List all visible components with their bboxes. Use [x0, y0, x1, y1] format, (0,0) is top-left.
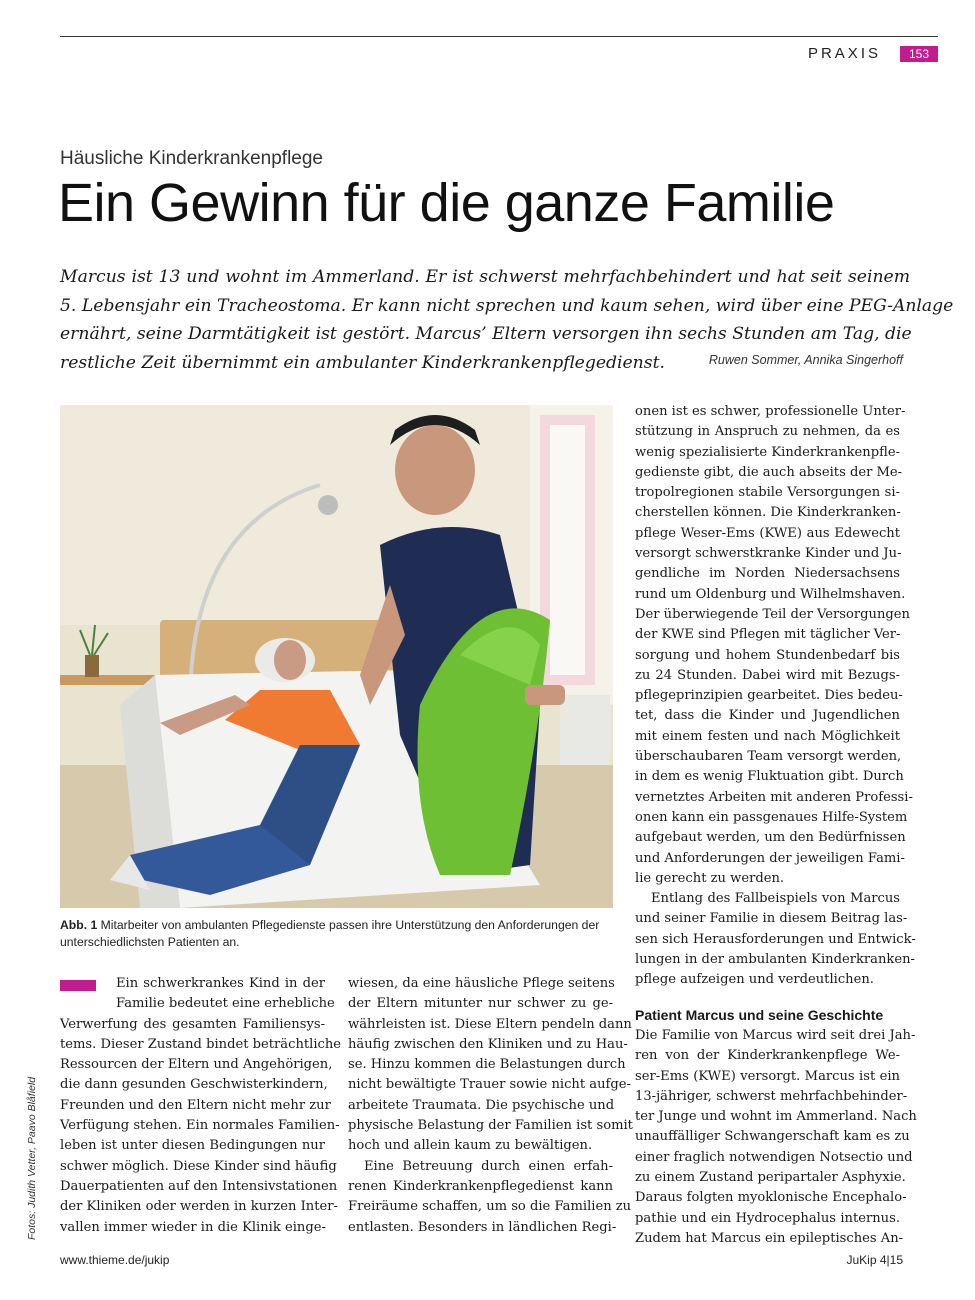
text-line: ter Junge und wohnt im Ammerland. Nach [635, 1109, 917, 1125]
figure-caption-text: Mitarbeiter von ambulanten Pflegedienste passen ihre Unterstützung den Anforderungen der unterschiedlichsten Patienten an. [60, 918, 600, 949]
text-line: versorgt schwerstkranke Kinder und Ju- [635, 546, 902, 562]
text-line: Die Familie von Marcus wird seit drei Jah- [635, 1027, 916, 1043]
text-line: die dann gesunden Geschwisterkindern, [60, 1077, 328, 1093]
text-line: und Anforderungen der jeweiligen Fami- [635, 850, 905, 866]
text-line: vernetztes Arbeiten mit anderen Professi- [635, 789, 913, 805]
text-line: Familie bedeutet eine erhebliche [116, 996, 335, 1012]
text-line: Dauerpatienten auf den Intensivstationen [60, 1178, 338, 1194]
column-3 [635, 402, 917, 1249]
footer-issue: JuKip 4|15 [846, 1253, 903, 1267]
photo-credit-text: Fotos: Judith Vetter, Paavo Blåfield [26, 1076, 38, 1240]
text-line: cherstellen können. Die Kinderkranken- [635, 505, 901, 521]
lead-line: restliche Zeit übernimmt ein ambulanter Kinderkrankenpflegedienst. [60, 352, 665, 373]
text-line: pflege aufzeigen und verdeutlichen. [635, 972, 874, 988]
text-line: stützung in Anspruch zu nehmen, da es [635, 424, 900, 440]
text-line: rund um Oldenburg und Wilhelmshaven. [635, 586, 906, 602]
text-line: arbeitete Traumata. Die psychische und [348, 1097, 615, 1113]
text-line: gendliche im Norden Niedersachsens [635, 566, 900, 582]
text-line: sen sich Herausforderungen und Entwick- [635, 931, 916, 947]
text-line: wiesen, da eine häusliche Pflege seitens [348, 976, 615, 991]
lead-line: ernährt, seine Darmtätigkeit ist gestört. Marcus’ Eltern versorgen ihn sechs Stunden am Tag, die [60, 324, 912, 344]
text-line: Freiräume schaffen, um so die Familien zu [348, 1199, 632, 1215]
text-line: Zudem hat Marcus ein epileptisches An- [635, 1230, 904, 1246]
text-line: überschaubaren Team versorgt werden, [635, 749, 902, 765]
text-line: der Eltern mitunter nur schwer zu ge- [348, 996, 613, 1012]
text-line: lie gerecht zu werden. [635, 870, 785, 886]
text-line: nicht bewältigte Trauer sowie nicht aufge- [348, 1077, 631, 1093]
spacer [635, 991, 900, 1005]
photo-illustration [60, 405, 613, 908]
subheading: Patient Marcus und seine Geschichte [635, 1006, 884, 1023]
kicker: Häusliche Kinderkrankenpflege [60, 148, 323, 169]
text-line: pflegeprinzipien gearbeitet. Dies bedeu- [635, 688, 903, 704]
text-line: zu 24 Stunden. Dabei wird mit Bezugs- [635, 667, 900, 683]
text-line: ser-Ems (KWE) versorgt. Marcus ist ein [635, 1068, 900, 1084]
column-1 [60, 974, 342, 1238]
text-line: unauffälliger Schwangerschaft kam es zu [635, 1129, 910, 1145]
authors: Ruwen Sommer, Annika Singerhoff [708, 353, 903, 367]
text-line: Ein schwerkrankes Kind in der [116, 976, 325, 991]
lead-line: Marcus ist 13 und wohnt im Ammerland. Er ist schwerst mehrfachbehindert und hat seit seinem [60, 267, 910, 287]
text-line: wenig spezialisierte Kinderkrankenpfle- [635, 444, 900, 460]
text-line: tropolregionen stabile Versorgungen si- [635, 485, 900, 501]
text-line: vallen immer wieder in die Klinik einge- [60, 1219, 326, 1235]
text-line: tems. Dieser Zustand bindet beträchtliche [60, 1036, 342, 1052]
text-line: mit einem festen und nach Möglichkeit [635, 728, 900, 744]
text-line: onen ist es schwer, professionelle Unter- [635, 404, 906, 419]
text-line: zu einem Zustand peripartaler Asphyxie. [635, 1169, 906, 1185]
text-line: pflege Weser-Ems (KWE) aus Edewecht [635, 525, 900, 541]
text-line: Freunden und den Eltern nicht mehr zur [60, 1097, 331, 1113]
page-number-badge: 153 [900, 46, 938, 62]
text-line: Ressourcen der Eltern und Angehörigen, [60, 1057, 333, 1073]
text-line: tet, dass die Kinder und Jugendlichen [635, 708, 900, 724]
text-line: pathie und ein Hydrocephalus internus. [635, 1210, 900, 1226]
text-line: ren von der Kinderkrankenpflege We- [635, 1048, 900, 1064]
text-line: onen kann ein passgenaues Hilfe-System [635, 809, 908, 825]
text-line: Verfügung stehen. Ein normales Familien- [60, 1118, 340, 1134]
text-line: aufgebaut werden, um den Bedürfnissen [635, 830, 906, 846]
text-line: entlasten. Besonders in ländlichen Regi- [348, 1219, 617, 1235]
text-line: in dem es wenig Fluktuation gibt. Durch [635, 769, 904, 785]
text-line: renen Kinderkrankenpflegedienst kann [348, 1178, 613, 1194]
text-line: Der überwiegende Teil der Versorgungen [635, 606, 910, 622]
footer-url: www.thieme.de/jukip [60, 1253, 170, 1267]
text-line: einer fraglich notwendigen Notsectio und [635, 1149, 913, 1165]
text-line: der KWE sind Pflegen mit täglicher Ver- [635, 627, 901, 643]
column-2 [348, 974, 633, 1238]
figure-caption [60, 917, 615, 951]
text-line: leben ist unter diesen Bedingungen nur [60, 1138, 325, 1154]
headline: Ein Gewinn für die ganze Familie [58, 173, 835, 233]
header-rule [60, 36, 938, 37]
article-photo [60, 405, 613, 908]
photo-credit [26, 1060, 40, 1240]
text-line: Daraus folgten myoklonische Encephalo- [635, 1190, 907, 1206]
section-label: PRAXIS [807, 45, 881, 62]
text-line: hoch und allein kaum zu bewältigen. [348, 1138, 593, 1154]
text-line: sorgung und hohem Stundenbedarf bis [635, 647, 900, 663]
text-line: 13-jähriger, schwerst mehrfachbehinder- [635, 1088, 908, 1104]
text-line: physische Belastung der Familien ist somit [348, 1118, 633, 1134]
text-line: häufig zwischen den Kliniken und zu Hau- [348, 1036, 628, 1052]
text-line: der Kliniken oder werden in kurzen Inter- [60, 1199, 338, 1215]
lead-line: 5. Lebensjahr ein Tracheostoma. Er kann nicht sprechen und kaum sehen, wird über eine PEG-Anlage [60, 295, 954, 316]
text-line: Verwerfung des gesamten Familiensys- [60, 1016, 325, 1032]
text-line: se. Hinzu kommen die Belastungen durch [348, 1057, 626, 1073]
text-line: Entlang des Fallbeispiels von Marcus [651, 891, 900, 907]
text-line: schwer möglich. Diese Kinder sind häufig [60, 1158, 337, 1174]
text-line: und seiner Familie in diesem Beitrag las- [635, 911, 908, 927]
text-line: lungen in der ambulanten Kinderkranken- [635, 952, 915, 968]
text-line: währleisten ist. Diese Eltern pendeln dann [348, 1016, 632, 1032]
text-line: Eine Betreuung durch einen erfah- [364, 1158, 613, 1174]
text-line: gedienste gibt, die auch abseits der Me- [635, 464, 903, 480]
figure-label: Abb. 1 [60, 918, 98, 932]
